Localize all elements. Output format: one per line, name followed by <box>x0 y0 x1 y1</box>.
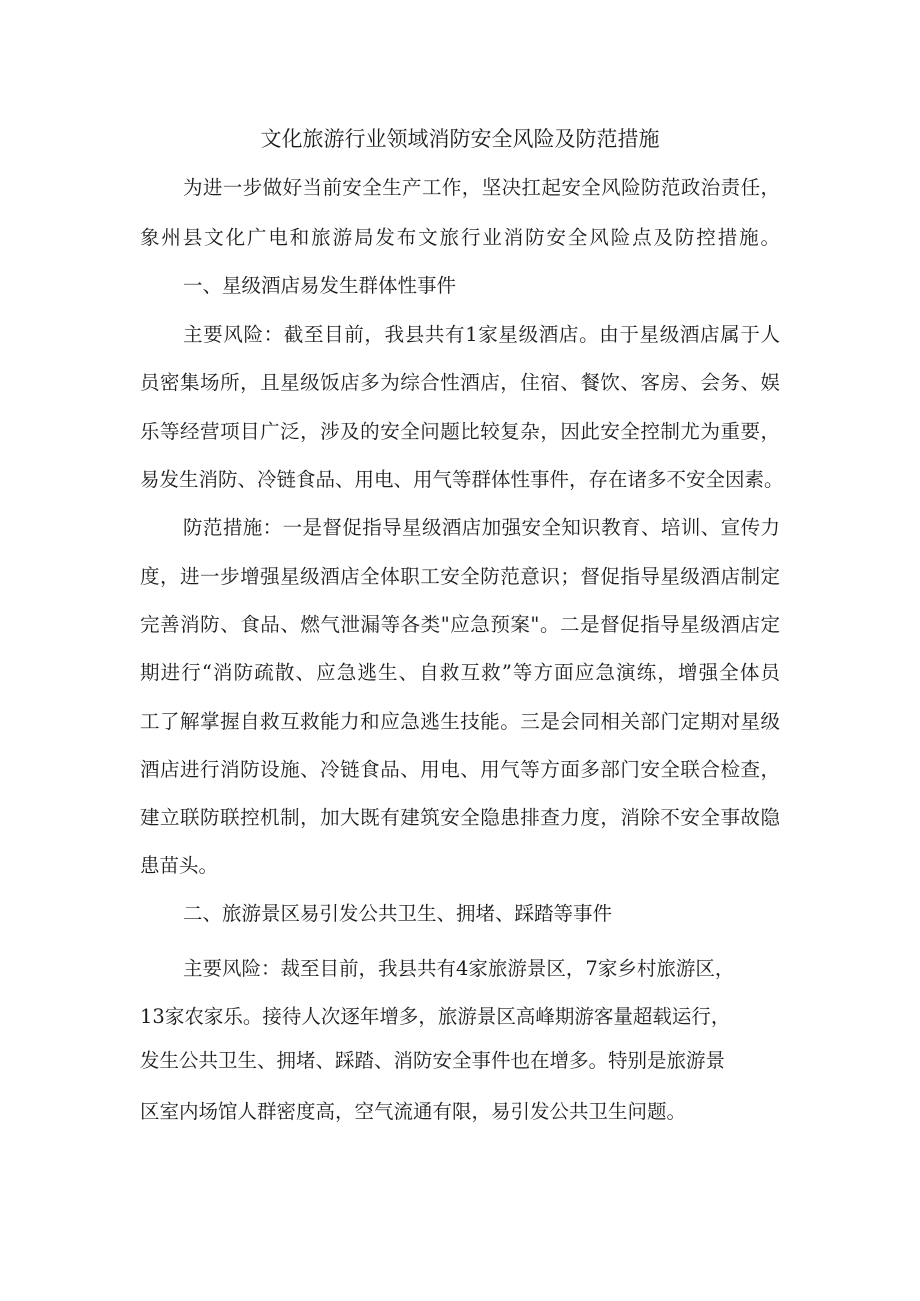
section-2-risk-line: 发生公共卫生、拥堵、踩踏、消防安全事件也在增多。特别是旅游景 <box>140 1049 726 1072</box>
section-2-risk-line: 主要风险：裁至目前，我县共有4家旅游景区，7家乡村旅游区， <box>183 957 735 980</box>
section-1-measures-line: 患苗头。 <box>140 854 219 877</box>
section-1-risk-line: 主要风险：截至目前，我县共有1家星级酒店。由于星级酒店属于人 <box>183 323 780 346</box>
section-1-measures-line: 工了解掌握自救互救能力和应急逃生技能。三是会同相关部门定期对星级 <box>140 710 780 733</box>
section-1-measures-line: 期进行“消防疏散、应急逃生、自救互救”等方面应急演练，增强全体员 <box>140 661 780 684</box>
section-1-risk-line: 乐等经营项目广泛，涉及的安全问题比较复杂，因此安全控制尤为重要， <box>140 420 780 443</box>
intro-line: 为进一步做好当前安全生产工作，坚决扛起安全风险防范政治责任， <box>183 176 780 199</box>
section-1-measures-line: 酒店进行消防设施、冷链食品、用电、用气等方面多部门安全联合检查， <box>140 758 780 781</box>
section-1-risk-line: 员密集场所，且星级饭店多为综合性酒店，住宿、餐饮、客房、会务、娱 <box>140 371 780 394</box>
section-1-measures-line: 度，进一步增强星级酒店全体职工安全防范意识；督促指导星级酒店制定 <box>140 565 780 588</box>
section-1-risk-line: 易发生消防、冷链食品、用电、用气等群体性事件，存在诸多不安全因素。 <box>140 468 784 491</box>
section-2-heading: 二、旅游景区易引发公共卫生、拥堵、踩踏等事件 <box>183 902 613 925</box>
section-1-heading: 一、星级酒店易发生群体性事件 <box>183 274 457 297</box>
document-title: 文化旅游行业领域消防安全风险及防范措施 <box>260 127 660 151</box>
intro-line: 象州县文化广电和旅游局发布文旅行业消防安全风险点及防控措施。 <box>140 226 780 249</box>
section-1-measures-line: 建立联防联控机制，加大既有建筑安全隐患排查力度，消除不安全事故隐 <box>140 806 780 829</box>
section-1-measures-line: 完善消防、食品、燃气泄漏等各类"应急预案"。二是督促指导星级酒店定 <box>140 613 780 636</box>
section-2-risk-line: 区室内场馆人群密度高，空气流通有限，易引发公共卫生问题。 <box>140 1100 687 1123</box>
section-2-risk-line: 13家农家乐。接待人次逐年增多，旅游景区高峰期游客量超载运行， <box>140 1005 731 1028</box>
section-1-measures-line: 防范措施：一是督促指导星级酒店加强安全知识教育、培训、宣传力 <box>183 516 780 539</box>
